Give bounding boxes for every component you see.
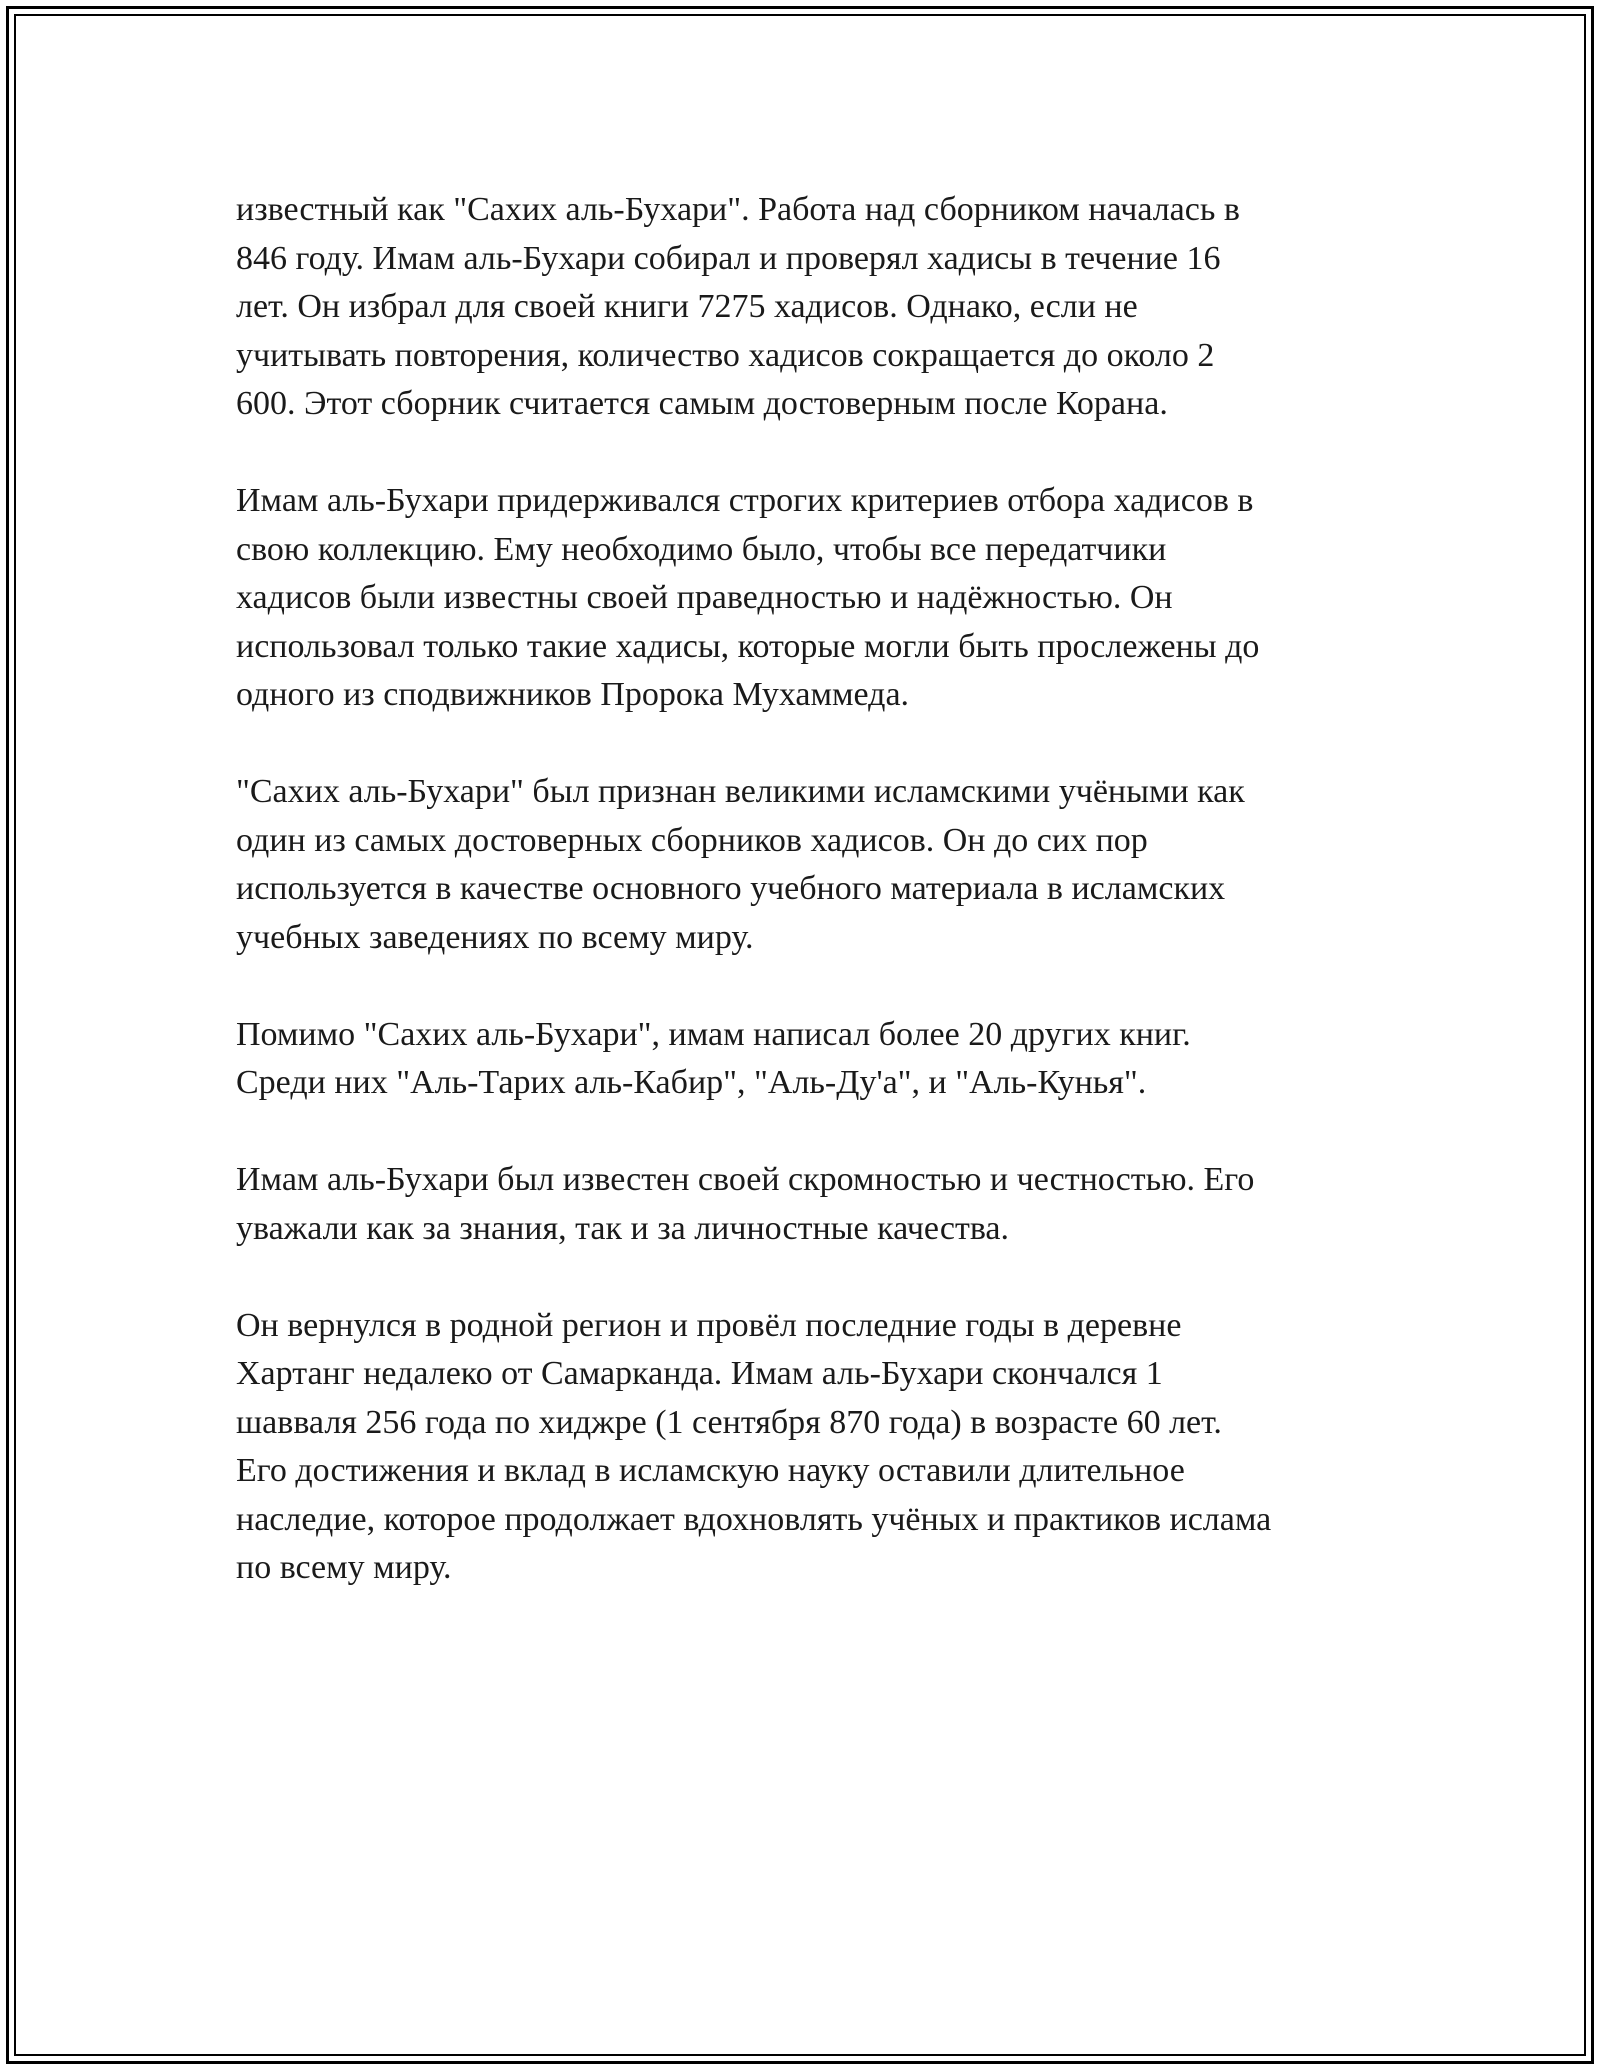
paragraph-3 (236, 768, 1376, 962)
text-line: используется в качестве основного учебного материала в исламских (236, 870, 1226, 907)
paragraph-6 (236, 1302, 1376, 1593)
text-line: использовал только такие хадисы, которые могли быть прослежены до (236, 627, 1260, 665)
text-line: "Сахих аль-Бухари" был признан великими исламскими учёными как (236, 773, 1245, 810)
text-line: учебных заведениях по всему миру. (236, 918, 754, 956)
text-line: Он вернулся в родной регион и провёл последние годы в деревне (236, 1306, 1182, 1344)
text-line: Хартанг недалеко от Самарканда. Имам аль-Бухари скончался 1 (236, 1355, 1163, 1392)
text-line: по всему миру. (236, 1549, 452, 1586)
text-line: наследие, которое продолжает вдохновлять учёных и практиков ислама (236, 1500, 1272, 1538)
text-line: уважали как за знания, так и за личностные качества. (236, 1209, 1010, 1247)
document-body (236, 186, 1376, 1593)
paragraph-1 (236, 186, 1376, 429)
text-line: Среди них "Аль-Тарих аль-Кабир", "Аль-Ду'а", и "Аль-Кунья". (236, 1064, 1147, 1101)
text-line: один из самых достоверных сборников хадисов. Он до сих пор (236, 821, 1148, 859)
text-line: Имам аль-Бухари был известен своей скромностью и честностью. Его (236, 1161, 1255, 1198)
paragraph-2 (236, 477, 1376, 720)
text-line: Помимо "Сахих аль-Бухари", имам написал более 20 других книг. (236, 1015, 1191, 1053)
paragraph-4 (236, 1011, 1376, 1108)
text-line: Имам аль-Бухари придерживался строгих критериев отбора хадисов в (236, 482, 1254, 519)
text-line: известный как "Сахих аль-Бухари". Работа над сборником началась в (236, 191, 1240, 228)
paragraph-5 (236, 1156, 1376, 1253)
text-line: Его достижения и вклад в исламскую науку оставили длительное (236, 1452, 1185, 1489)
text-line: одного из сподвижников Пророка Мухаммеда. (236, 676, 910, 713)
text-line: шавваля 256 года по хиджре (1 сентября 870 года) в возрасте 60 лет. (236, 1403, 1222, 1441)
text-line: 846 году. Имам аль-Бухари собирал и проверял хадисы в течение 16 (236, 239, 1221, 277)
text-line: 600. Этот сборник считается самым достоверным после Корана. (236, 385, 1168, 422)
text-line: свою коллекцию. Ему необходимо было, чтобы все передатчики (236, 530, 1167, 568)
text-line: учитывать повторения, количество хадисов сокращается до около 2 (236, 336, 1215, 374)
text-line: хадисов были известны своей праведностью и надёжностью. Он (236, 579, 1173, 616)
text-line: лет. Он избрал для своей книги 7275 хадисов. Однако, если не (236, 288, 1138, 325)
